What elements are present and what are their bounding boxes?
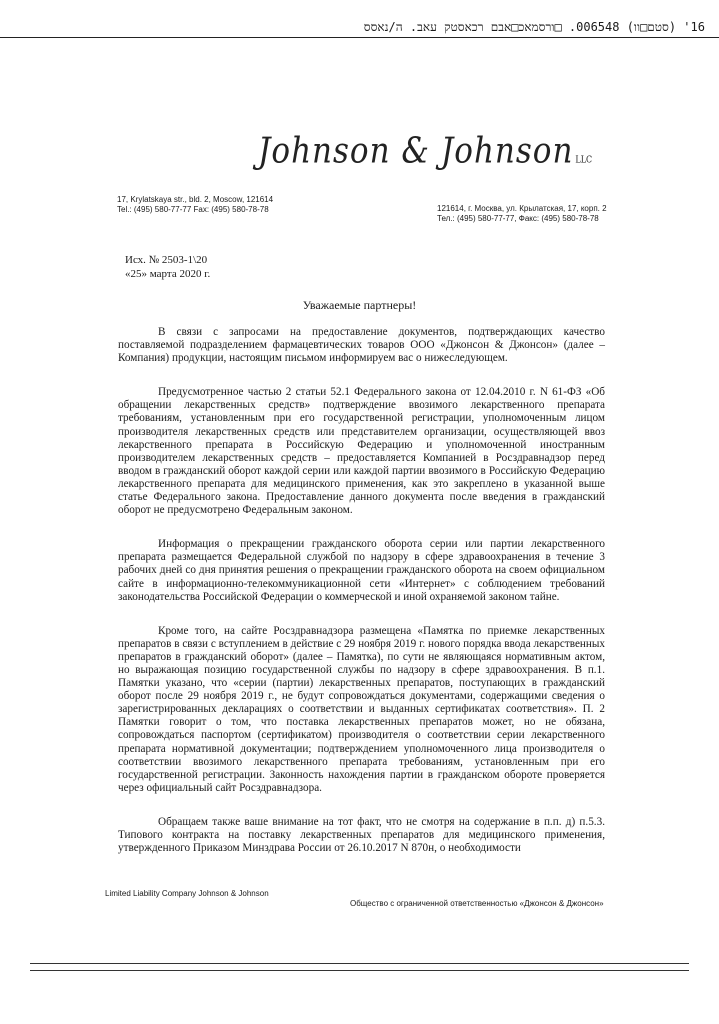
paragraph: Предусмотренное частью 2 статьи 52.1 Федерального закона от 12.04.2010 г. N 61-ФЗ «Об обращении лекарственных средств» подтверждение ввозимого лекарственного препарата требованиям, установленным при его государственной регистрации, уполномоченным лицом производителя лекарственных средств или представителем организации, осуществляющей ввоз лекарственного препарата в Российскую Федерацию и уполномоченной иностранным производителем лекарственных средств – предоставляется Компанией в Росздравнадзор перед вводом в гражданский оборот каждой серии или каждой партии ввозимого в Российскую Федерацию лекарственного препарата для медицинского применения, как это закреплено в указанной выше статье Федерального закона. Предоставление данного документа после введения в гражданский оборот не предусмотрено Федеральным законом. — [118, 386, 605, 517]
footer-company-ru: Общество с ограниченной ответственностью «Джонсон & Джонсон» — [350, 899, 604, 908]
footer-company-en: Limited Liability Company Johnson & Johnson — [105, 889, 269, 898]
letter-reference — [125, 253, 210, 281]
address-en-line1: 17, Krylatskaya str., bld. 2, Moscow, 121614 — [117, 195, 274, 204]
greeting: Уважаемые партнеры! — [302, 298, 417, 312]
address-ru — [437, 204, 607, 224]
reference-date: «25» марта 2020 г. — [125, 268, 211, 280]
address-en-line2: Tel.: (495) 580-77-77 Fax: (495) 580-78-78 — [117, 205, 269, 214]
logo-text: Johnson & Johnson — [258, 130, 574, 172]
company-logo — [258, 130, 592, 171]
address-ru-line1: 121614, г. Москва, ул. Крылатская, 17, корп. 2 — [437, 204, 607, 213]
scan-line — [30, 963, 689, 964]
address-en — [117, 195, 273, 215]
address-ru-line2: Тел.: (495) 580-77-77, Факс: (495) 580-78-78 — [437, 214, 599, 223]
scan-line — [30, 970, 689, 971]
reference-number: Исх. № 2503-1\20 — [125, 254, 208, 266]
paragraph: Обращаем также ваше внимание на тот факт, что не смотря на содержание в п.п. д) п.5.3. Типового контракта на поставку лекарственных препаратов для медицинского применения, утвержденного Приказом Минздрава России от 26.10.2017 N 870н, о необходимости — [118, 815, 605, 855]
letter-body — [118, 326, 605, 855]
paragraph: Информация о прекращении гражданского оборота серии или партии лекарственного препарата размещается Федеральной службой по надзору в сфере здравоохранения в течение 3 рабочих дней со дня принятия решения о прекращении гражданского оборота на своем официальном сайте в информационно-телекоммуникационной сети «Интернет» с соблюдением требований законодательства Российской Федерации о коммерческой и иной охраняемой законом тайне. — [118, 538, 605, 603]
paragraph: Кроме того, на сайте Росздравнадзора размещена «Памятка по приемке лекарственных препаратов в связи с вступлением в действие с 29 ноября 2019 г. нового порядка ввода лекарственных препаратов в гражданский оборот» (далее – Памятка), по сути не являющаяся нормативным актом, но выражающая позицию государственной службы по надзору в сфере здравоохранения. В п.1. Памятки указано, что «серии (партии) лекарственных препаратов, поступающих в гражданский оборот после 29 ноября 2019 г., не будут сопровождаться документами, содержащими сведения о зарегистрированных декларациях о соответствии и выданных сертификатах соответствия». П. 2 Памятки говорит о том, что поставка лекарственных препаратов может, но не обязана, сопровождаться паспортом (сертификатом) производителя о соответствии серии лекарственного препарата нормативной документации; подтверждением уполномоченного лица производителя о соответствии ввозимого лекарственного препарата требованиям, установленным при его государственной регистрации. Законность нахождения партии в гражданском обороте проверяется через официальный сайт Росздравнадзора. — [118, 624, 605, 794]
paragraph: В связи с запросами на предоставление документов, подтверждающих качество поставляемой подразделением фармацевтических товаров ООО «Джонсон & Джонсон» (далее – Компания) продукции, настоящим письмом информируем вас о нижеследующем. — [118, 326, 605, 365]
fax-header: 16' (סטם□וו) 006548. □ורסמאכ□אבם רכאסטק עאב. ה/נאסס — [0, 10, 719, 38]
logo-suffix: LLC — [575, 154, 593, 165]
